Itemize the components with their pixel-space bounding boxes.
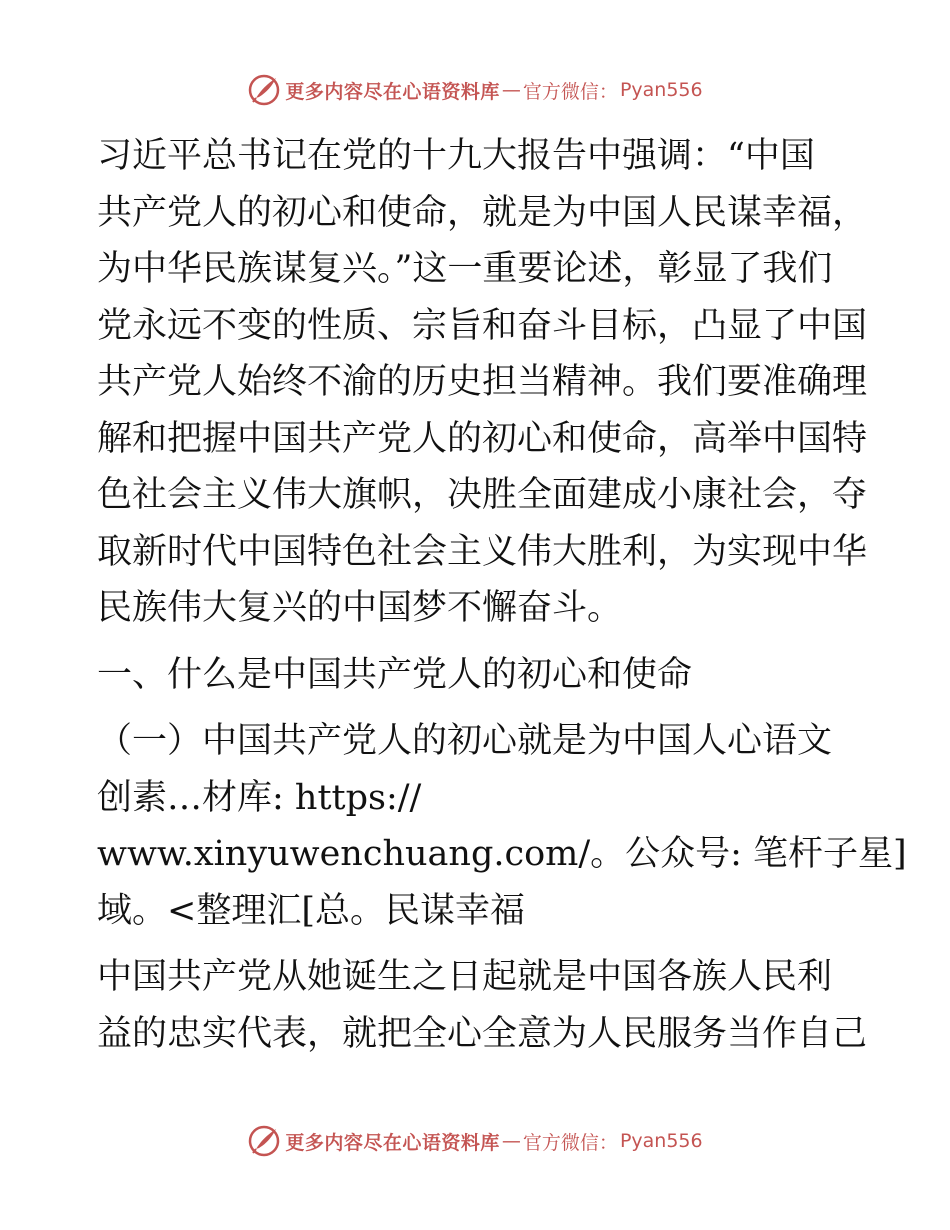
text-line: www.xinyuwenchuang.com/。公众号: 笔杆子星] — [97, 834, 907, 874]
quill-logo-icon — [247, 1124, 281, 1158]
text-line: 为中华民族谋复兴。”这一重要论述，彰显了我们 — [97, 249, 833, 289]
text-line: 益的忠实代表，就把全心全意为人民服务当作自己 — [97, 1013, 868, 1054]
text-line: 中国共产党从她诞生之日起就是中国各族人民利 — [97, 957, 833, 997]
paragraph-subsection — [97, 713, 907, 939]
text-line: 党永远不变的性质、宗旨和奋斗目标，凸显了中国 — [97, 305, 868, 346]
text-line: （一）中国共产党人的初心就是为中国人心语文 — [97, 721, 833, 761]
text-line: 民族伟大复兴的中国梦不懈奋斗。 — [97, 588, 623, 628]
banner-wechat-label: 官方微信： — [522, 80, 618, 103]
text-line: 创素…材库: https:// — [97, 777, 422, 818]
banner-separator: — — [501, 1130, 521, 1152]
text-line: 取新时代中国特色社会主义伟大胜利，为实现中华 — [97, 531, 868, 572]
text-line: 色社会主义伟大旗帜，决胜全面建成小康社会，夺 — [97, 475, 868, 515]
text-line: 共产党人的初心和使命，就是为中国人民谋幸福， — [97, 192, 868, 233]
text-line: 习近平总书记在党的十九大报告中强调：“中国 — [97, 136, 815, 176]
paragraph-intro — [97, 128, 868, 637]
section-heading — [97, 647, 857, 704]
heading-line: 一、什么是中国共产党人的初心和使命 — [97, 654, 693, 695]
text-line: 共产党人始终不渝的历史担当精神。我们要准确理 — [97, 362, 868, 402]
text-line: 域。<整理汇[总。民谋幸福 — [97, 890, 525, 931]
banner-wechat-id: Pyan556 — [619, 79, 703, 101]
banner-wechat-id: Pyan556 — [619, 1130, 703, 1152]
banner-brand: 更多内容尽在心语资料库 — [285, 80, 500, 103]
footer-banner — [0, 1121, 950, 1161]
quill-logo-icon — [247, 73, 281, 107]
text-line: 解和把握中国共产党人的初心和使命，高举中国特 — [97, 418, 868, 459]
banner-separator: — — [501, 79, 521, 101]
banner-wechat-label: 官方微信： — [522, 1131, 618, 1154]
document-body — [97, 128, 907, 1062]
paragraph-body — [97, 949, 868, 1062]
banner-brand: 更多内容尽在心语资料库 — [285, 1131, 500, 1154]
header-banner — [0, 70, 950, 110]
